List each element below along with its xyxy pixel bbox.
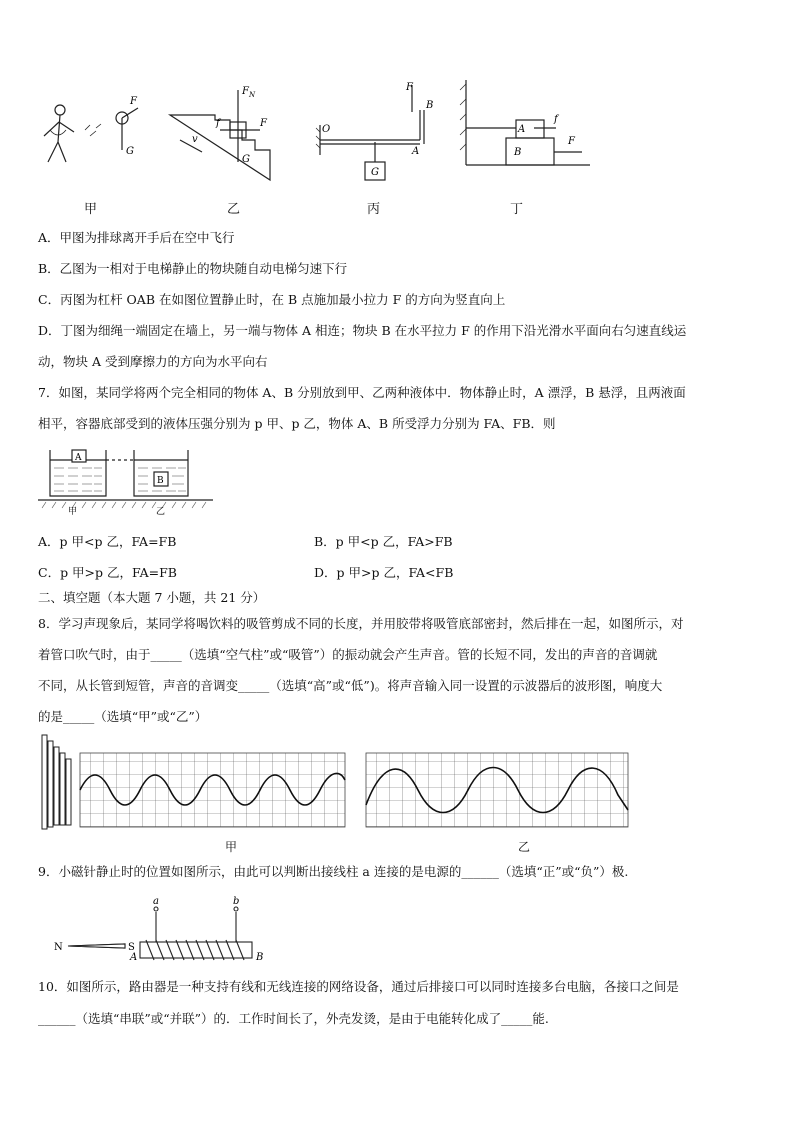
q7-fig-label-A: A (75, 453, 82, 463)
q6-option-d-cont: 动，物块 A 受到摩擦力的方向为水平向右 (38, 354, 268, 369)
q6-option-c: C．丙图为杠杆 OAB 在如图位置静止时，在 B 点施加最小拉力 F 的方向为竖直向上 (38, 292, 506, 307)
straws-icon (42, 735, 71, 829)
q8-caption-yi: 乙 (518, 840, 531, 854)
escalator-block-diagram (170, 90, 270, 180)
fig6-label-F3: F (406, 82, 413, 93)
q10-stem-1: 10．如图所示，路由器是一种支持有线和无线连接的网络设备，通过后排接口可以同时连接多台电脑，各接口之间是 (38, 979, 679, 994)
q6-option-b: B．乙图为一相对于电梯静止的物块随自动电梯匀速下行 (38, 261, 348, 276)
q7-stem-1: 7．如图，某同学将两个完全相同的物体 A、B 分别放到甲、乙两种液体中．物体静止时，A 漂浮，B 悬浮，且两液面 (38, 385, 686, 400)
fig6-label-v: v (192, 134, 198, 145)
q10-stem-2: ______（选填“串联”或“并联”）的．工作时间长了，外壳发烫，是由于电能转化成了_____能. (38, 1011, 549, 1026)
q7-option-b: B．p 甲<p 乙，FA>FB (314, 534, 453, 549)
fig6-label-F1: F (130, 96, 137, 107)
fig6-label-F4: F (568, 136, 575, 147)
friction-blocks-diagram (460, 80, 590, 165)
fig6-label-B2: B (514, 147, 522, 158)
q7-stem-2: 相平，容器底部受到的液体压强分别为 p 甲、p 乙，物体 A、B 所受浮力分别为 FA、FB．则 (38, 416, 556, 431)
fig6-label-O: O (322, 124, 331, 135)
fig6-label-FN-sub: N (249, 91, 256, 99)
q9-label-S: S (128, 942, 135, 953)
q9-stem: 9．小磁针静止时的位置如图所示，由此可以判断出接线柱 a 连接的是电源的______（选填“正”或“负”）极. (38, 864, 629, 879)
fig6-label-A2: A (518, 124, 526, 135)
volleyball-player-diagram (44, 105, 138, 162)
fig6-caption-bing: 丙 (367, 202, 381, 217)
q6-option-a: A．甲图为排球离开手后在空中飞行 (38, 230, 235, 245)
fig6-label-A1: A (412, 146, 420, 157)
q7-fig-label-B: B (157, 476, 164, 486)
q9-label-N: N (54, 942, 63, 953)
fig6-caption-ding: 丁 (510, 202, 524, 217)
q9-label-b: b (233, 896, 240, 907)
fig6-label-f2: f (554, 114, 558, 125)
section-title-fill-in: 二、填空题（本大题 7 小题，共 21 分） (38, 590, 266, 605)
lever-diagram (316, 85, 424, 180)
fig6-label-f1: f (216, 118, 220, 129)
fig6-caption-jia: 甲 (84, 202, 98, 217)
q9-label-A: A (130, 952, 138, 963)
q8-stem-3: 不同，从长管到短管，声音的音调变_____（选填“高”或“低”)。将声音输入同一设置的示波器后的波形图，响度大 (38, 678, 663, 693)
fig6-label-G3: G (371, 167, 379, 178)
q8-caption-jia: 甲 (225, 840, 238, 854)
q6-option-d: D．丁图为细绳一端固定在墙上，另一端与物体 A 相连；物块 B 在水平拉力 F 的作用下沿光滑水平面向右匀速直线运 (38, 323, 687, 338)
fig6-label-F2: F (260, 118, 267, 129)
fig6-label-FN: F (242, 86, 249, 97)
q7-fig-caption-jia: 甲 (68, 507, 78, 517)
q8-figure (38, 735, 638, 835)
fig6-label-B1: B (426, 100, 434, 111)
q7-option-c: C．p 甲>p 乙，FA=FB (38, 565, 177, 580)
q8-stem-2: 着管口吹气时，由于_____（选填“空气柱”或“吸管”）的振动就会产生声音。管的长短不同，发出的声音的音调就 (38, 647, 658, 662)
q6-figure (30, 80, 590, 200)
q9-label-B: B (256, 952, 264, 963)
q7-option-d: D．p 甲>p 乙，FA<FB (314, 565, 454, 580)
q7-figure (38, 448, 218, 516)
q8-stem-1: 8．学习声现象后，某同学将喝饮料的吸管剪成不同的长度，并用胶带将吸管底部密封，然后排在一起，如图所示，对 (38, 616, 684, 631)
fig6-caption-yi: 乙 (227, 202, 241, 217)
fig6-label-G1: G (126, 146, 134, 157)
fig6-label-G2: G (242, 154, 250, 165)
q8-stem-4: 的是_____（选填“甲”或“乙”） (38, 709, 208, 724)
q9-figure (50, 896, 280, 965)
q9-label-a: a (153, 896, 159, 907)
q7-fig-caption-yi: 乙 (156, 507, 166, 517)
q7-option-a: A．p 甲<p 乙，FA=FB (38, 534, 177, 549)
